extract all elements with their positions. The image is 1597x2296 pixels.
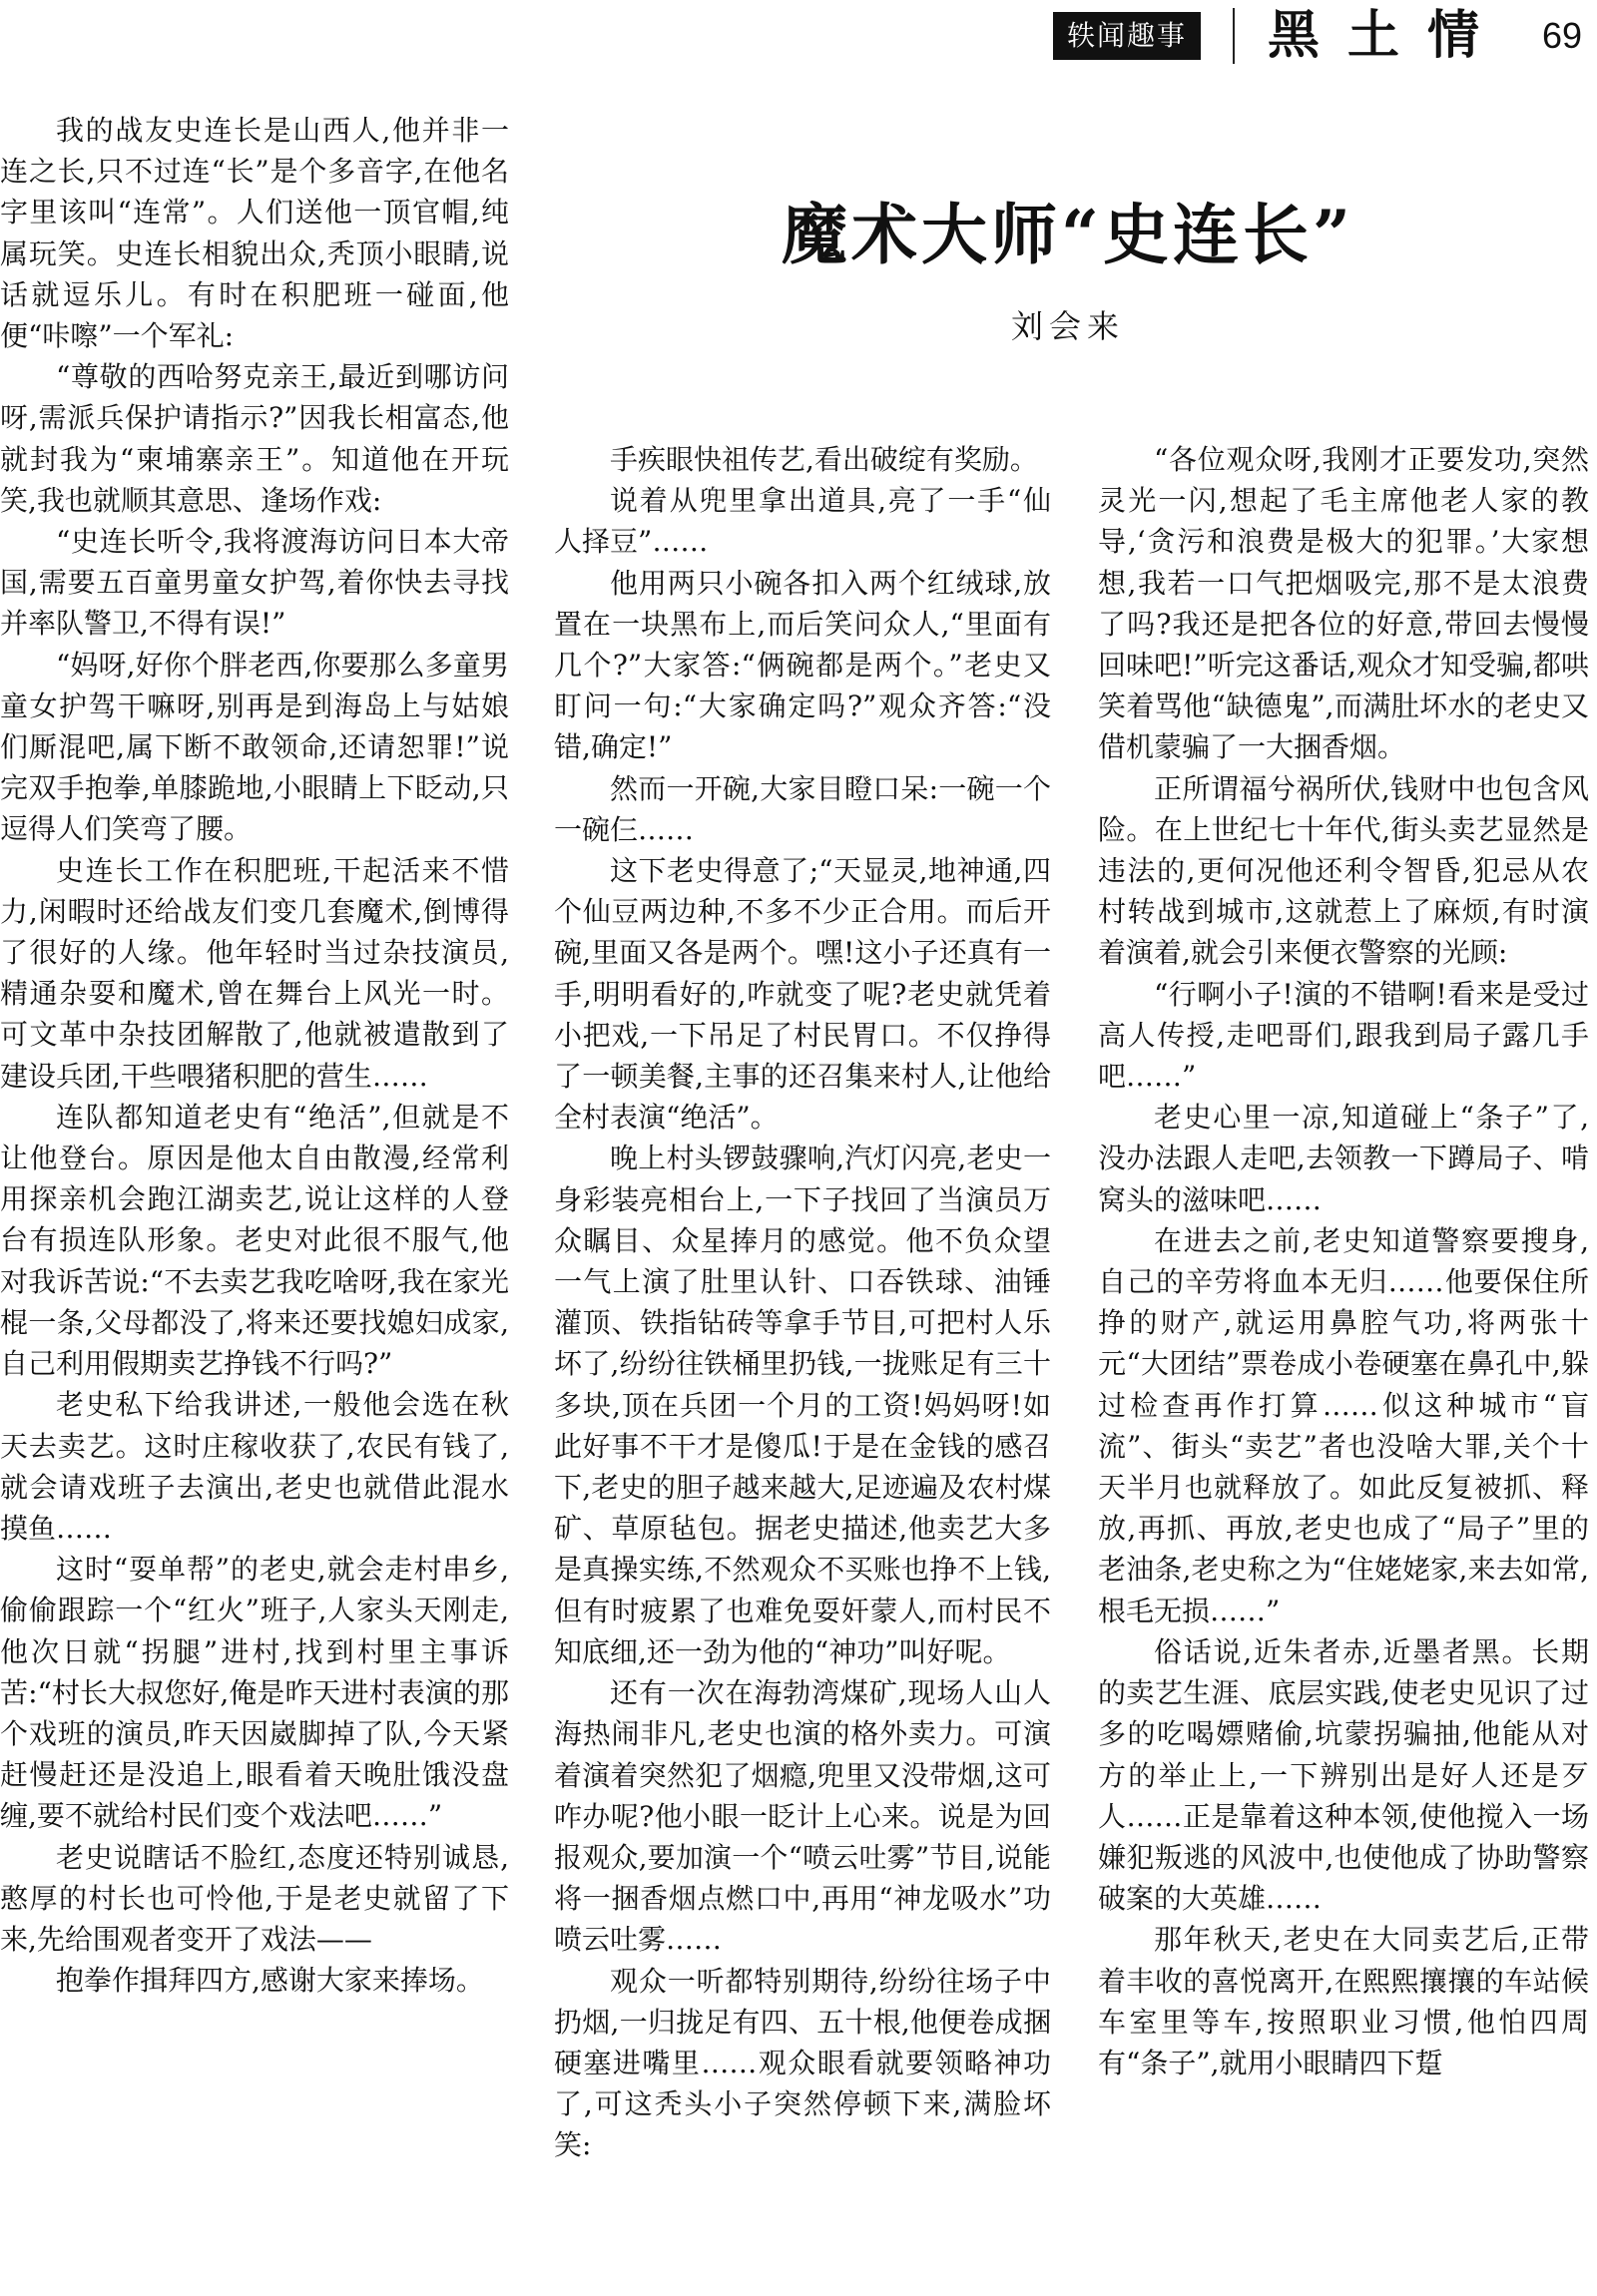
paragraph: “史连长听令,我将渡海访问日本大帝国,需要五百童男童女护驾,着你快去寻找并率队警卫,不得有误!” — [0, 525, 509, 641]
paragraph: 还有一次在海勃湾煤矿,现场人山人海热闹非凡,老史也演的格外卖力。可演着演着突然犯了烟瘾,兜里又没带烟,这可咋办呢?他小眼一眨计上心来。说是为回报观众,要加演一个“喷云吐雾”节目,说能将一捆香烟点燃口中,再用“神龙吸水”功喷云吐雾…… — [554, 1676, 1051, 1957]
paragraph: “妈呀,好你个胖老西,你要那么多童男童女护驾干嘛呀,别再是到海岛上与姑娘们厮混吧,属下断不敢领命,还请恕罪!”说完双手抱拳,单膝跪地,小眼睛上下眨动,只逗得人们笑弯了腰。 — [0, 648, 509, 846]
article-title: 魔术大师“史连长” — [782, 196, 1354, 273]
paragraph: 我的战友史连长是山西人,他并非一连之长,只不过连“长”是个多音字,在他名字里该叫“连常”。人们送他一顶官帽,纯属玩笑。史连长相貌出众,秃顶小眼睛,说话就逗乐儿。有时在积肥班一碰面,他便“咔嚓”一个军礼: — [0, 114, 509, 353]
page-header — [0, 0, 1597, 72]
paragraph: 老史心里一凉,知道碰上“条子”了,没办法跟人走吧,去领教一下蹲局子、啃窝头的滋味吧…… — [1098, 1101, 1589, 1216]
paragraph: 然而一开碗,大家目瞪口呆:一碗一个一碗仨…… — [554, 771, 1051, 846]
paragraph: 这下老史得意了;“天显灵,地神通,四个仙豆两边种,不多不少正合用。而后开碗,里面又各是两个。嘿!这小子还真有一手,明明看好的,咋就变了呢?老史就凭着小把戏,一下吊足了村民胃口。不仅挣得了一顿美餐,主事的还召集来村人,让他给全村表演“绝活”。 — [554, 854, 1051, 1135]
paragraph: 观众一听都特别期待,纷纷往场子中扔烟,一归拢足有四、五十根,他便卷成捆硬塞进嘴里……观众眼看就要领略神功了,可这秃头小子突然停顿下来,满脸坏笑: — [554, 1964, 1051, 2162]
paragraph: 那年秋天,老史在大同卖艺后,正带着丰收的喜悦离开,在熙熙攘攘的车站候车室里等车,按照职业习惯,他怕四周有“条子”,就用小眼睛四下踅 — [1098, 1923, 1589, 2079]
paragraph: 说着从兜里拿出道具,亮了一手“仙人择豆”…… — [554, 484, 1051, 559]
paragraph: 晚上村头锣鼓骤响,汽灯闪亮,老史一身彩装亮相台上,一下子找回了当演员万众瞩目、众星捧月的感觉。他不负众望一气上演了肚里认针、口吞铁球、油锤灌顶、铁指钻砖等拿手节目,可把村人乐坏了,纷纷往铁桶里扔钱,一拢账足有三十多块,顶在兵团一个月的工资!妈妈呀!如此好事不干才是傻瓜!于是在金钱的感召下,老史的胆子越来越大,足迹遍及农村煤矿、草原毡包。据老史描述,他卖艺大多是真操实练,不然观众不买账也挣不上钱,但有时疲累了也难免耍奸蒙人,而村民不知底细,还一劲为他的“神功”叫好呢。 — [554, 1142, 1051, 1668]
text-column-3 — [1098, 439, 1589, 2083]
paragraph: 在进去之前,老史知道警察要搜身,自己的辛劳将血本无归……他要保住所挣的财产,就运用鼻腔气功,将两张十元“大团结”票卷成小卷硬塞在鼻孔中,躲过检查再作打算……似这种城市“盲流”、街头“卖艺”者也没啥大罪,关个十天半月也就释放了。如此反复被抓、释放,再抓、再放,老史也成了“局子”里的老油条,老史称之为“住姥姥家,来去如常,根毛无损……” — [1098, 1223, 1589, 1627]
paragraph: 抱拳作揖拜四方,感谢大家来捧场。 — [56, 1964, 484, 1998]
article-author: 刘会来 — [1010, 307, 1125, 345]
paragraph: 这时“耍单帮”的老史,就会走村串乡,偷偷跟踪一个“红火”班子,人家头天刚走,他次日就“拐腿”进村,找到村里主事诉苦:“村长大叔您好,俺是昨天进村表演的那个戏班的演员,昨天因崴脚掉了队,今天紧赶慢赶还是没追上,眼看着天晚肚饿没盘缠,要不就给村民们变个戏法吧……” — [0, 1553, 509, 1833]
page-number: 69 — [1542, 15, 1583, 56]
paragraph: “尊敬的西哈努克亲王,最近到哪访问呀,需派兵保护请指示?”因我长相富态,他就封我为“柬埔寨亲王”。知道他在开玩笑,我也就顺其意思、逢场作戏: — [0, 360, 509, 517]
header-divider — [1233, 8, 1235, 64]
paragraph: 老史说瞎话不脸红,态度还特别诚恳,憨厚的村长也可怜他,于是老史就留了下来,先给围观者变开了戏法—— — [0, 1840, 509, 1956]
text-column-1 — [0, 110, 509, 2001]
paragraph: 史连长工作在积肥班,干起活来不惜力,闲暇时还给战友们变几套魔术,倒博得了很好的人缘。他年轻时当过杂技演员,精通杂耍和魔术,曾在舞台上风光一时。可文革中杂技团解散了,他就被遣散到了建设兵团,干些喂猪积肥的营生…… — [0, 853, 509, 1093]
paragraph: “行啊小子!演的不错啊!看来是受过高人传授,走吧哥们,跟我到局子露几手吧……” — [1098, 977, 1589, 1094]
text-column-2 — [554, 439, 1051, 2166]
article-heading — [539, 190, 1597, 351]
paragraph: 他用两只小碗各扣入两个红绒球,放置在一块黑布上,而后笑问众人,“里面有几个?”大家答:“俩碗都是两个。”老史又盯问一句:“大家确定吗?”观众齐答:“没错,确定!” — [554, 566, 1051, 764]
paragraph: 老史私下给我讲述,一般他会选在秋天去卖艺。这时庄稼收获了,农民有钱了,就会请戏班子去演出,老史也就借此混水摸鱼…… — [0, 1388, 509, 1545]
paragraph: 俗话说,近朱者赤,近墨者黑。长期的卖艺生涯、底层实践,使老史见识了过多的吃喝嫖赌偷,坑蒙拐骗抽,他能从对方的举止上,一下辨别出是好人还是歹人……正是靠着这种本领,使他搅入一场嫌犯叛逃的风波中,也使他成了协助警察破案的大英雄…… — [1098, 1634, 1589, 1916]
paragraph: “各位观众呀,我刚才正要发功,突然灵光一闪,想起了毛主席他老人家的教导,‘贪污和浪费是极大的犯罪。’大家想想,我若一口气把烟吸完,那不是太浪费了吗?我还是把各位的好意,带回去慢慢回味吧!”听完这番话,观众才知受骗,都哄笑着骂他“缺德鬼”,而满肚坏水的老史又借机蒙骗了一大捆香烟。 — [1098, 443, 1590, 764]
section-tag: 轶闻趣事 — [1053, 12, 1201, 60]
paragraph: 正所谓福兮祸所伏,钱财中也包含风险。在上世纪七十年代,街头卖艺显然是违法的,更何况他还利令智昏,犯忌从农村转战到城市,这就惹上了麻烦,有时演着演着,就会引来便衣警察的光顾: — [1098, 771, 1589, 970]
magazine-name: 黑土情 — [1268, 5, 1508, 66]
paragraph: 手疾眼快祖传艺,看出破绽有奖励。 — [610, 443, 1038, 476]
paragraph: 连队都知道老史有“绝活”,但就是不让他登台。原因是他太自由散漫,经常利用探亲机会跑江湖卖艺,说让这样的人登台有损连队形象。老史对此很不服气,他对我诉苦说:“不去卖艺我吃啥呀,我在家光棍一条,父母都没了,将来还要找媳妇成家,自己利用假期卖艺挣钱不行吗?” — [0, 1100, 509, 1381]
